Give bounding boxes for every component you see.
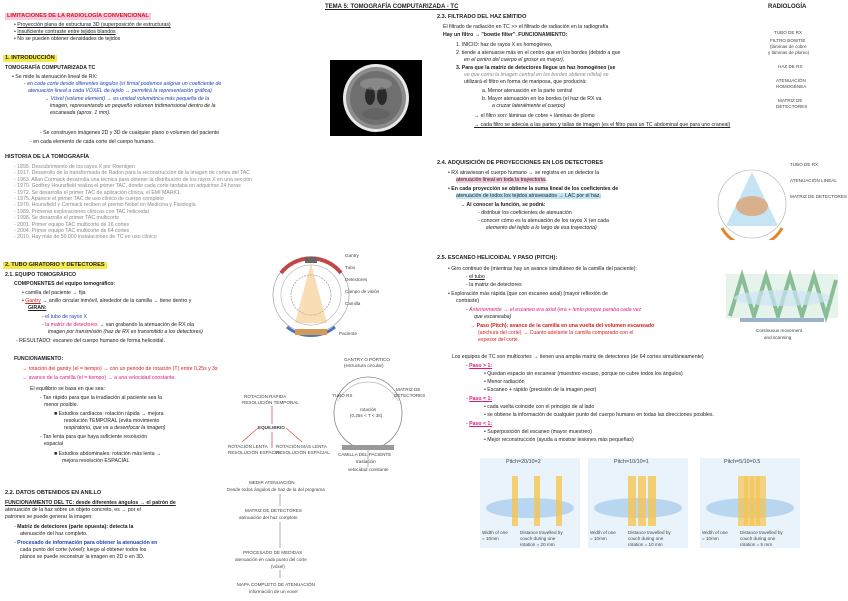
- tubo-line: ■ Estudios cardíacos: rotación rápida → mejora: [54, 411, 164, 417]
- filtrado-header: 2.3. FILTRADO DEL HAZ EMITIDO: [437, 14, 527, 20]
- historia-item: - 2010. Hay más de 50.000 instalaciones de TC en uso clínico: [14, 234, 157, 241]
- filter-label: MATRIZ DE: [778, 98, 803, 103]
- helicoidal-line: - la matriz de detectores: [466, 282, 522, 288]
- historia-item: - 1917. Desarrollo de la transformada de Radon para la reconstrucción de la imagen de cortes del TAC: [14, 170, 250, 177]
- historia-item: - 2004. Primer equipo TAC multicorte de 64 cortes: [14, 228, 130, 235]
- gantry-diagram: [265, 245, 380, 345]
- pitch-caption: rotation = 5 mm: [740, 542, 773, 547]
- filter-label: HOMOGÉNEA: [776, 84, 807, 89]
- gantry-label: Detectores: [345, 277, 368, 282]
- flow-diagram: [225, 478, 335, 596]
- intro-line: - en cada elemento de cada corte del cuerpo humano.: [30, 139, 155, 145]
- pitch-caption: couch during one: [520, 536, 556, 541]
- helicoidal-line: • Exploración más rápida (que con escaneo axial) (mayor reflexión de: [448, 291, 608, 297]
- gantry-label: Tubo: [345, 265, 356, 270]
- helicoidal-line: que escaneaba): [474, 314, 512, 320]
- filtrado-line: 1. INICIO: haz de rayos X es homogéneo,: [456, 42, 553, 48]
- proj-label: MATRIZ DE DETECTORES: [790, 194, 847, 199]
- pitch-caption: = 10mm: [482, 536, 499, 541]
- pitch-panel-0-5: [700, 458, 800, 568]
- tubo-line: ■ Estudios abdominales: rotación más lenta →: [54, 451, 162, 457]
- flow-label: MATRIZ DE DETECTORES: [245, 508, 302, 513]
- paso-item: • cada vuelta coincide con el principio de al lado: [484, 404, 595, 410]
- tubo-line: menor posible.: [44, 402, 79, 408]
- intro-header: 1. INTRODUCCIÓN: [5, 55, 55, 61]
- rot-label: (0,25s < T < 3s): [350, 413, 383, 418]
- helicoidal-line: contraste): [456, 298, 480, 304]
- paso-item: • se obtiene la información de cualquier punto del cuerpo humano en todas las direcciones posibles.: [484, 412, 714, 418]
- paso-item: - Paso < 1:: [466, 421, 493, 427]
- tubo-line: - RESULTADO: escaneo del cuerpo humano de forma helicoidal.: [16, 338, 165, 344]
- historia-item: - 1989. Primeras exploraciones clínicas con TAC helicoidal: [14, 208, 149, 215]
- flow-label: MEDIR ATENUACIÓN: [249, 480, 295, 485]
- filtrado-line: utilizará el filtro en forma de mariposa, que producirá:: [464, 79, 587, 85]
- rot-label: GANTRY O PÓRTICO: [344, 357, 390, 362]
- adquisicion-header: 2.4. ADQUISICIÓN DE PROYECCIONES EN LOS DETECTORES: [437, 160, 603, 166]
- flow-label: atenuación en cada punto del corte: [235, 557, 307, 562]
- filter-diagram: [752, 30, 844, 126]
- historia-item: - 1963. Allan Cormack desarrolla una técnica para obtener la distribución de los rayos X en una sección: [14, 176, 252, 183]
- datos-line: atenuación de la haz sobre un objeto concreto, es → por el: [5, 507, 141, 513]
- flow-label: MAPA COMPLETO DE ATENUACIÓN: [237, 582, 315, 587]
- historia-item: - 2001. Primer equipo TAC multicorte de 16 cortes: [14, 221, 130, 228]
- helicoidal-line: → Paso (Pitch): avance de la camilla en una vuelta del volumen escaneado: [470, 323, 655, 329]
- pitch-caption: Width of one: [482, 530, 508, 535]
- subject-label: RADIOLOGÍA: [768, 4, 807, 10]
- paso-item: • Superposición del escaneo (mayor muestreo): [484, 429, 592, 435]
- filtrado-line: ve que como la imagen central en los bordes obtiene nítida) se: [464, 72, 609, 78]
- balance-label: RESOLUCIÓN ESPACIAL: [276, 450, 330, 455]
- historia-item: - 1979. Hounsfield y Cormack reciben el premio Nobel en Medicina y Fisiología: [14, 202, 196, 209]
- tubo-line: espacial: [44, 441, 64, 447]
- adquisicion-line: • RX atraviesan el cuerpo humano → se registra en un detector la: [448, 170, 600, 176]
- filtrado-line: 2. tiende a atenuarse más en el centro que en los bordes (debido a que: [456, 50, 621, 56]
- filtrado-line: a. Menor atenuación en la parte central: [482, 88, 573, 94]
- pitch-caption: Width of one: [702, 530, 728, 535]
- tubo-line: → avance de la camilla (el = tiempo) → a una velocidad constante.: [22, 375, 176, 381]
- adquisicion-line: atenuación lineal en toda la trayectoria.: [456, 177, 547, 183]
- pitch-caption: Distance travelled by: [520, 530, 563, 535]
- datos-line: planos se puede reconstruir la imagen en 2D o en 3D.: [20, 554, 145, 560]
- historia-item: - 1970. Godfrey Hounsfield realiza el primer TAC, donde cada corte tardaba en adquirirse 24 horas: [14, 183, 241, 190]
- filter-label: y láminas de plomo): [768, 50, 810, 55]
- paso-item: • Quedan espacio sin escanear (muestreo escaso, porque no cubre todos los ángulos): [484, 371, 683, 377]
- intro-line: • Se mide la atenuación lineal de RX:: [12, 74, 98, 80]
- tubo-line: - Tan rápido para que la irradiación al paciente sea la: [40, 395, 162, 401]
- historia-item: - 1895. Descubrimiento de los rayos X por Roentgen: [14, 164, 135, 170]
- filtrado-line: El filtrado de radiación en TC >> el filtrado de radiación en la radiografía: [443, 24, 609, 30]
- pitch-caption: = 10mm: [590, 536, 607, 541]
- pitch-caption: Distance travelled by: [740, 530, 783, 535]
- rot-label: DETECTORES: [394, 393, 426, 398]
- balance-label: RESOLUCIÓN ESPACIAL: [228, 450, 282, 455]
- balance-label: ROTACIÓN MÁS LENTA: [276, 444, 327, 449]
- tubo-line: • camilla del paciente → fija: [22, 290, 86, 296]
- balance-label: ROTACIÓN RÁPIDA: [244, 394, 287, 399]
- filter-label: HAZ DE RX: [778, 64, 803, 69]
- pitch-title: Pitch=10/10=1: [614, 459, 649, 465]
- adquisicion-line: atenuación de todos los tejidos atravesados → LAC por el haz.: [456, 193, 601, 199]
- gantry-label: Gantry: [345, 253, 359, 258]
- balance-label: ROTACIÓN LENTA: [228, 444, 268, 449]
- tubo-line: mejora resolución ESPACIAL: [62, 458, 130, 464]
- tubo-line: • Gantry → anillo circular inmóvil, alrededor de la camilla → tiene dentro y: [22, 298, 192, 304]
- datos-line: atenuación del haz completo.: [20, 531, 88, 537]
- limitaciones-item: • Insuficiente contraste entre tejidos blandos: [14, 29, 116, 35]
- tubo-line: - Tan lenta para que haya suficiente resolución: [40, 434, 148, 440]
- datos-line: - Matriz de detectores (parte opuesta): detecta la: [14, 524, 134, 530]
- tubo-header: 2. TUBO GIRATORIO Y DETECTORES: [5, 262, 105, 268]
- rot-label: velocidad constante: [348, 467, 389, 472]
- ct-brain-image: [330, 60, 422, 136]
- pitch-caption: Distance travelled by: [628, 530, 671, 535]
- rot-label: (estructura circular): [344, 363, 384, 368]
- proj-label: ATENUACIÓN LINEAL: [790, 178, 837, 183]
- intro-line: → Vóxel (volume element) → es unidad volumétrica más pequeña de la: [44, 96, 210, 102]
- balance-label: EQUILIBRIO: [258, 425, 285, 430]
- filtrado-line: a cruzar lateralmente el cuerpo): [492, 103, 566, 109]
- helicoidal-header: 2.5. ESCANEO HELICOIDAL Y PASO (PITCH):: [437, 255, 558, 261]
- balance-label: RESOLUCIÓN TEMPORAL: [242, 400, 299, 405]
- intro-line: atenuación lineal a cada VÓXEL de tejido → permitirá la representación gráfica): [28, 88, 212, 94]
- tubo-line: respiratorio, que va a desenfocar la imagen): [64, 425, 166, 431]
- limitaciones-item: • Proyección plana de estructuras 3D (superposición de estructuras): [14, 22, 171, 28]
- tubo-line: - la matriz de detectores → van grabando la atenuación de RX ola: [42, 322, 194, 328]
- intro-line: escaneada (aprox. 1 mm).: [50, 110, 111, 116]
- tubo-line: El equilibrio se basa en que sea:: [30, 386, 105, 392]
- tubo-comp: COMPONENTES del equipo tomográfico:: [14, 281, 116, 287]
- paso-item: - Paso = 1:: [466, 396, 493, 402]
- helix-caption: Continuous movement: [756, 328, 802, 333]
- paso-item: - Paso > 1:: [466, 363, 493, 369]
- paso-item: • Menor radiación: [484, 379, 525, 385]
- limitaciones-header: LIMITACIONES DE LA RADIOLOGÍA CONVENCIONAL: [7, 13, 149, 19]
- balance-diagram: [228, 392, 330, 464]
- tubo-line: resolución TEMPORAL (evita movimiento: [64, 418, 160, 424]
- flow-label: PROCESADO DE MEDIDAS: [243, 550, 303, 555]
- filter-label: FILTRO BOWTIE: [770, 38, 806, 43]
- helicoidal-line: • Giro continuo de (mientras hay un avance simultáneo de la camilla del paciente):: [448, 266, 637, 272]
- tubo-line: imagen por transmisión (haz de RX es transmitido a los detectores): [48, 329, 203, 335]
- helix-caption: and scanning: [764, 335, 792, 340]
- datos-line: FUNCIONAMIENTO DEL TC: desde diferentes ángulos → el patrón de: [5, 500, 176, 506]
- historia-item: - 1975. Aparece el primer TAC de uso clínico de cuerpo completo: [14, 196, 164, 203]
- filter-label: ATENUACIÓN: [776, 78, 806, 83]
- helix-image: [720, 258, 844, 348]
- intro-subheader: TOMOGRAFÍA COMPUTARIZADA TC: [5, 65, 96, 71]
- intro-line: imagen, representando un pequeño volumen tridimensional dentro de la: [50, 103, 216, 109]
- historia-item: - 1972. Se desarrolla el primer TAC de aplicación clínica, el EMI MARK1: [14, 189, 180, 196]
- helicoidal-line: espesor del corte.: [478, 337, 520, 343]
- helicoidal-line: (anchura del corte) → Cuanto adelante la camilla comparado con el: [478, 330, 634, 336]
- tubo-sub: 2.1. EQUIPO TOMOGRÁFICO: [5, 272, 77, 278]
- helicoidal-line: - Anteriormente → el escaneo era axial (era + lento porque paraba cada vez: [466, 307, 642, 313]
- datos-line: patrones se puede generar la imagen:: [5, 514, 93, 520]
- gantry-label: Campo de visión: [345, 289, 380, 294]
- adquisicion-line: elemento del tejido a lo largo de esa trayectoria): [486, 225, 597, 231]
- rotation-diagram: [318, 355, 428, 485]
- flow-label: (vóxel): [271, 564, 285, 569]
- pitch-title: Pitch=20/10=2: [506, 459, 541, 465]
- intro-line: - en cada corte desde diferentes ángulos (sí firmal podemos asignar un coeficiente de: [24, 81, 222, 87]
- adquisicion-line: → Al conocer la función, se podrá:: [460, 202, 546, 208]
- rot-label: TUBO RX: [332, 393, 353, 398]
- historia-header: HISTORIA DE LA TOMOGRAFÍA: [5, 154, 90, 160]
- filtrado-line: → el filtro son: láminas de cobre + láminas de plomo: [474, 113, 595, 119]
- rot-label: CAMILLA DEL PACIENTE: [338, 452, 392, 457]
- tubo-line: → rotación del gantry (el = tiempo) → con un periodo de rotación (T) entre 0,25s y 3s: [22, 366, 218, 372]
- page-title: TEMA 5: TOMOGRAFÍA COMPUTARIZADA - TC: [325, 4, 459, 10]
- adquisicion-line: • En cada proyección se obtiene la suma lineal de los coeficientes de: [448, 186, 619, 192]
- pitch-caption: = 10mm: [702, 536, 719, 541]
- pitch-caption: rotation = 20 mm: [520, 542, 555, 547]
- rot-label: rotación: [360, 407, 377, 412]
- filtrado-line: b. Mayor atenuación en los bordes (el haz de RX va: [482, 96, 602, 102]
- pitch-caption: couch during one: [628, 536, 664, 541]
- pitch-caption: couch during one: [740, 536, 776, 541]
- flow-label: información de un voxel: [249, 589, 298, 594]
- filter-label: TUBO DE RX: [774, 30, 803, 35]
- pitch-caption: rotation = 10 mm: [628, 542, 663, 547]
- projection-diagram: [700, 160, 848, 240]
- rot-label: traslación: [356, 459, 376, 464]
- filter-label: DETECTORES: [776, 104, 808, 109]
- pitch-title: Pitch=5/10=0.5: [724, 459, 761, 465]
- gantry-label: Paciente: [339, 331, 357, 336]
- flow-label: atenuación del haz completo: [239, 515, 298, 520]
- filtrado-line: Hay un filtro → "bowtie filter". FUNCIONAMIENTO:: [443, 32, 568, 38]
- limitaciones-item: • No se pueden obtener densidades de tejidos: [14, 36, 121, 42]
- proj-label: TUBO DE RX: [790, 162, 819, 167]
- filtrado-line: en el centro del cuerpo el grosor es mayor),: [464, 57, 565, 63]
- gantry-label: Camilla: [345, 301, 361, 306]
- paso-item: • Mejor reconstrucción (ayuda a mostrar lesiones más pequeñas): [484, 437, 634, 443]
- pitch-panel-2: [480, 458, 580, 568]
- datos-header: 2.2. DATOS OBTENIDOS EN ANILLO: [5, 490, 102, 496]
- historia-item: - 1998. Se desarrolla el primer TAC multicorte: [14, 215, 120, 222]
- datos-line: cada punto del corte (vóxel): luego al obtener todos los: [20, 547, 147, 553]
- paso-item: • Escaneo + rápido (precisión de la imagen peor): [484, 387, 597, 393]
- datos-line: - Procesado de información para obtener la atenuación en: [14, 540, 158, 546]
- historia-list: [14, 164, 252, 241]
- filtrado-line: 3. Para que la matriz de detectores llegue un haz homogéneo (se: [456, 65, 616, 71]
- tubo-func: FUNCIONAMIENTO:: [14, 356, 64, 362]
- helicoidal-line: - el tubo: [466, 274, 485, 280]
- tubo-line: GIRAN:: [28, 305, 47, 311]
- tubo-line: - el tubo de rayos X: [42, 314, 87, 320]
- rot-label: MATRIZ DE: [396, 387, 421, 392]
- intro-line: - Se construyen imágenes 2D y 3D de cualquier plano o volumen del paciente: [40, 130, 220, 136]
- flow-label: Desde todos ángulos de haz de la del programa: [227, 487, 325, 492]
- pitch-panel-1: [588, 458, 688, 568]
- adquisicion-line: - conocer cómo es la atenuación de los rayos X (en cada: [478, 218, 609, 224]
- adquisicion-line: - distribuir los coeficientes de atenuación: [478, 210, 572, 216]
- filter-label: (láminas de cobre: [770, 44, 807, 49]
- helicoidal-line: Los equipos de TC son multicortes → tienen una amplia matriz de detectores (de 64 cortes simultáneamente): [452, 354, 704, 360]
- pitch-caption: Width of one: [590, 530, 616, 535]
- filtrado-line: → cada filtro se adecúa a las partes y tallas de imagen (es el filtro para un TC abdominal que para uno craneal): [474, 122, 731, 128]
